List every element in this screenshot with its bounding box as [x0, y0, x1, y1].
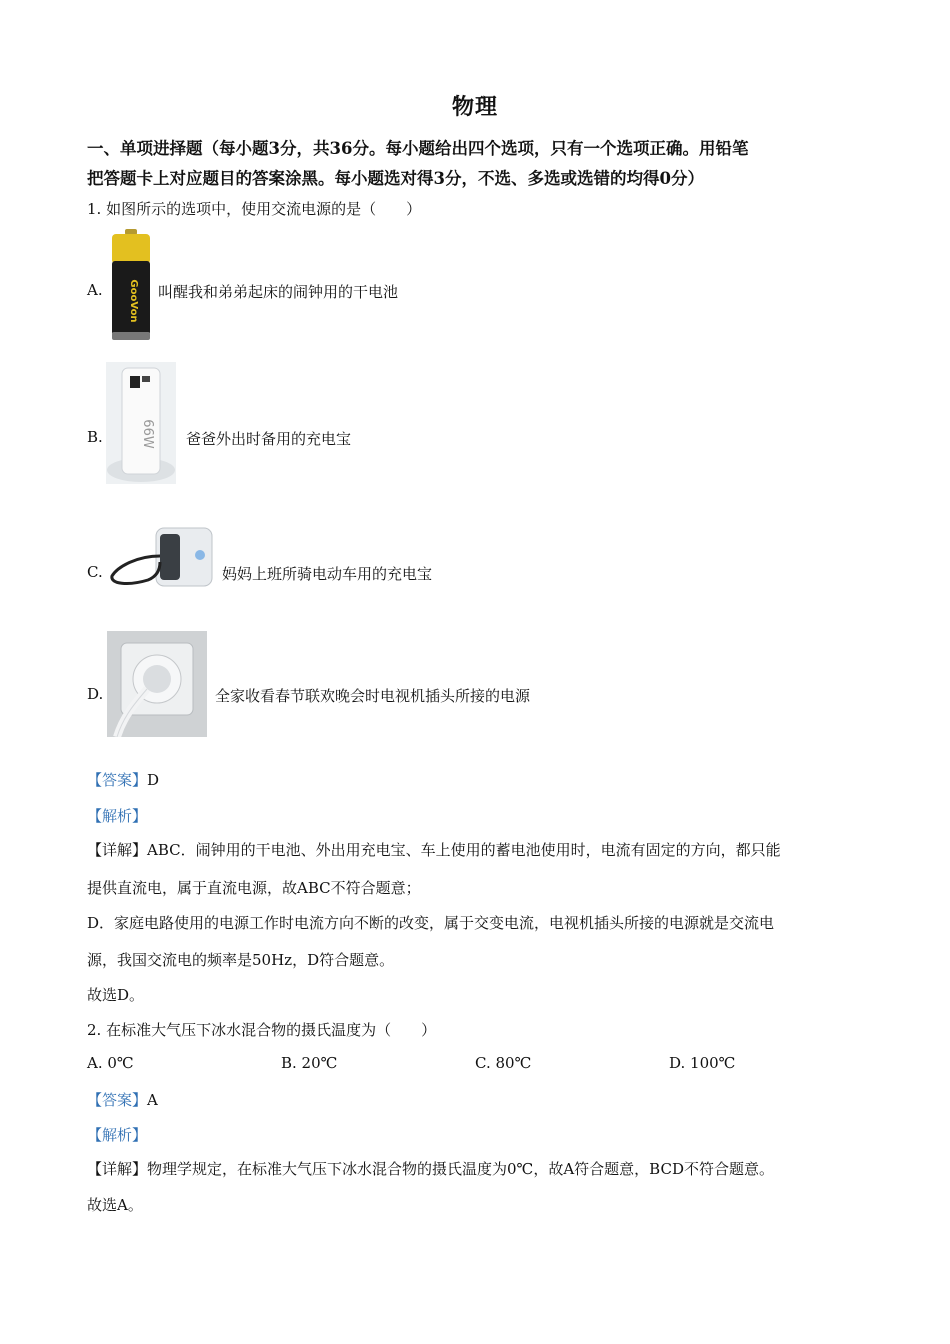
q1-answer — [87, 769, 159, 790]
q1-option-a-label: A. — [87, 281, 103, 299]
battery-image — [108, 229, 154, 341]
page-title: 物理 — [451, 94, 498, 120]
q2-choice-a: A. 0℃ — [87, 1054, 134, 1072]
detail-text: ABC．闹钟用的干电池、外出用充电宝、车上使用的蓄电池使用时，电流有固定的方向，都只能 — [147, 841, 781, 859]
q1-detail-line1 — [87, 839, 781, 860]
power-bank-image — [106, 362, 176, 484]
q1-conclusion: 故选D。 — [87, 986, 145, 1004]
answer-tag: 【答案】 — [87, 1091, 148, 1109]
analysis-tag: 【解析】 — [87, 807, 148, 825]
q2-detail-line1 — [87, 1158, 774, 1179]
q1-detail-line2: 提供直流电，属于直流电源，故ABC不符合题意； — [87, 879, 421, 897]
answer-tag: 【答案】 — [87, 771, 148, 789]
detail-tag: 【详解】 — [87, 841, 148, 859]
q1-option-b-text: 爸爸外出时备用的充电宝 — [186, 430, 352, 448]
q1-detail-line3: D．家庭电路使用的电源工作时电流方向不断的改变，属于交变电流，电视机插头所接的电源就是交流电 — [87, 914, 775, 932]
ebike-battery-image — [108, 522, 214, 592]
analysis-tag: 【解析】 — [87, 1126, 148, 1144]
section-header-line2: 把答题卡上对应题目的答案涂黑。每小题选对得3分，不选、多选或选错的均得0分） — [87, 169, 704, 188]
q2-choice-c: C. 80℃ — [475, 1054, 532, 1072]
wall-socket-image — [107, 631, 207, 737]
q2-stem: 2. 在标准大气压下冰水混合物的摄氏温度为（ ） — [87, 1021, 437, 1039]
svg-text:GooVon: GooVon — [128, 279, 139, 323]
answer-value: A — [147, 1091, 158, 1109]
q2-choice-b: B. 20℃ — [281, 1054, 338, 1072]
svg-text:66W: 66W — [140, 419, 155, 449]
q1-option-a-text: 叫醒我和弟弟起床的闹钟用的干电池 — [158, 283, 399, 301]
detail-text: 物理学规定，在标准大气压下冰水混合物的摄氏温度为0℃，故A符合题意，BCD不符合题意。 — [147, 1160, 774, 1178]
q1-option-d-label: D. — [87, 685, 104, 703]
q1-option-c-label: C. — [87, 563, 103, 581]
q1-detail-line4: 源，我国交流电的频率是50Hz，D符合题意。 — [87, 951, 395, 969]
answer-value: D — [147, 771, 160, 789]
q1-option-b-label: B. — [87, 428, 103, 446]
q1-stem: 1. 如图所示的选项中，使用交流电源的是（ ） — [87, 200, 422, 218]
q2-conclusion: 故选A。 — [87, 1196, 143, 1214]
q2-choice-d: D. 100℃ — [669, 1054, 736, 1072]
q1-option-d-text: 全家收看春节联欢晚会时电视机插头所接的电源 — [215, 687, 531, 705]
q1-option-c-text: 妈妈上班所骑电动车用的充电宝 — [222, 565, 433, 583]
section-header-line1: 一、单项进择题（每小题3分，共36分。每小题给出四个选项，只有一个选项正确。用铅笔 — [87, 139, 749, 158]
q2-answer — [87, 1089, 158, 1110]
detail-tag: 【详解】 — [87, 1160, 148, 1178]
